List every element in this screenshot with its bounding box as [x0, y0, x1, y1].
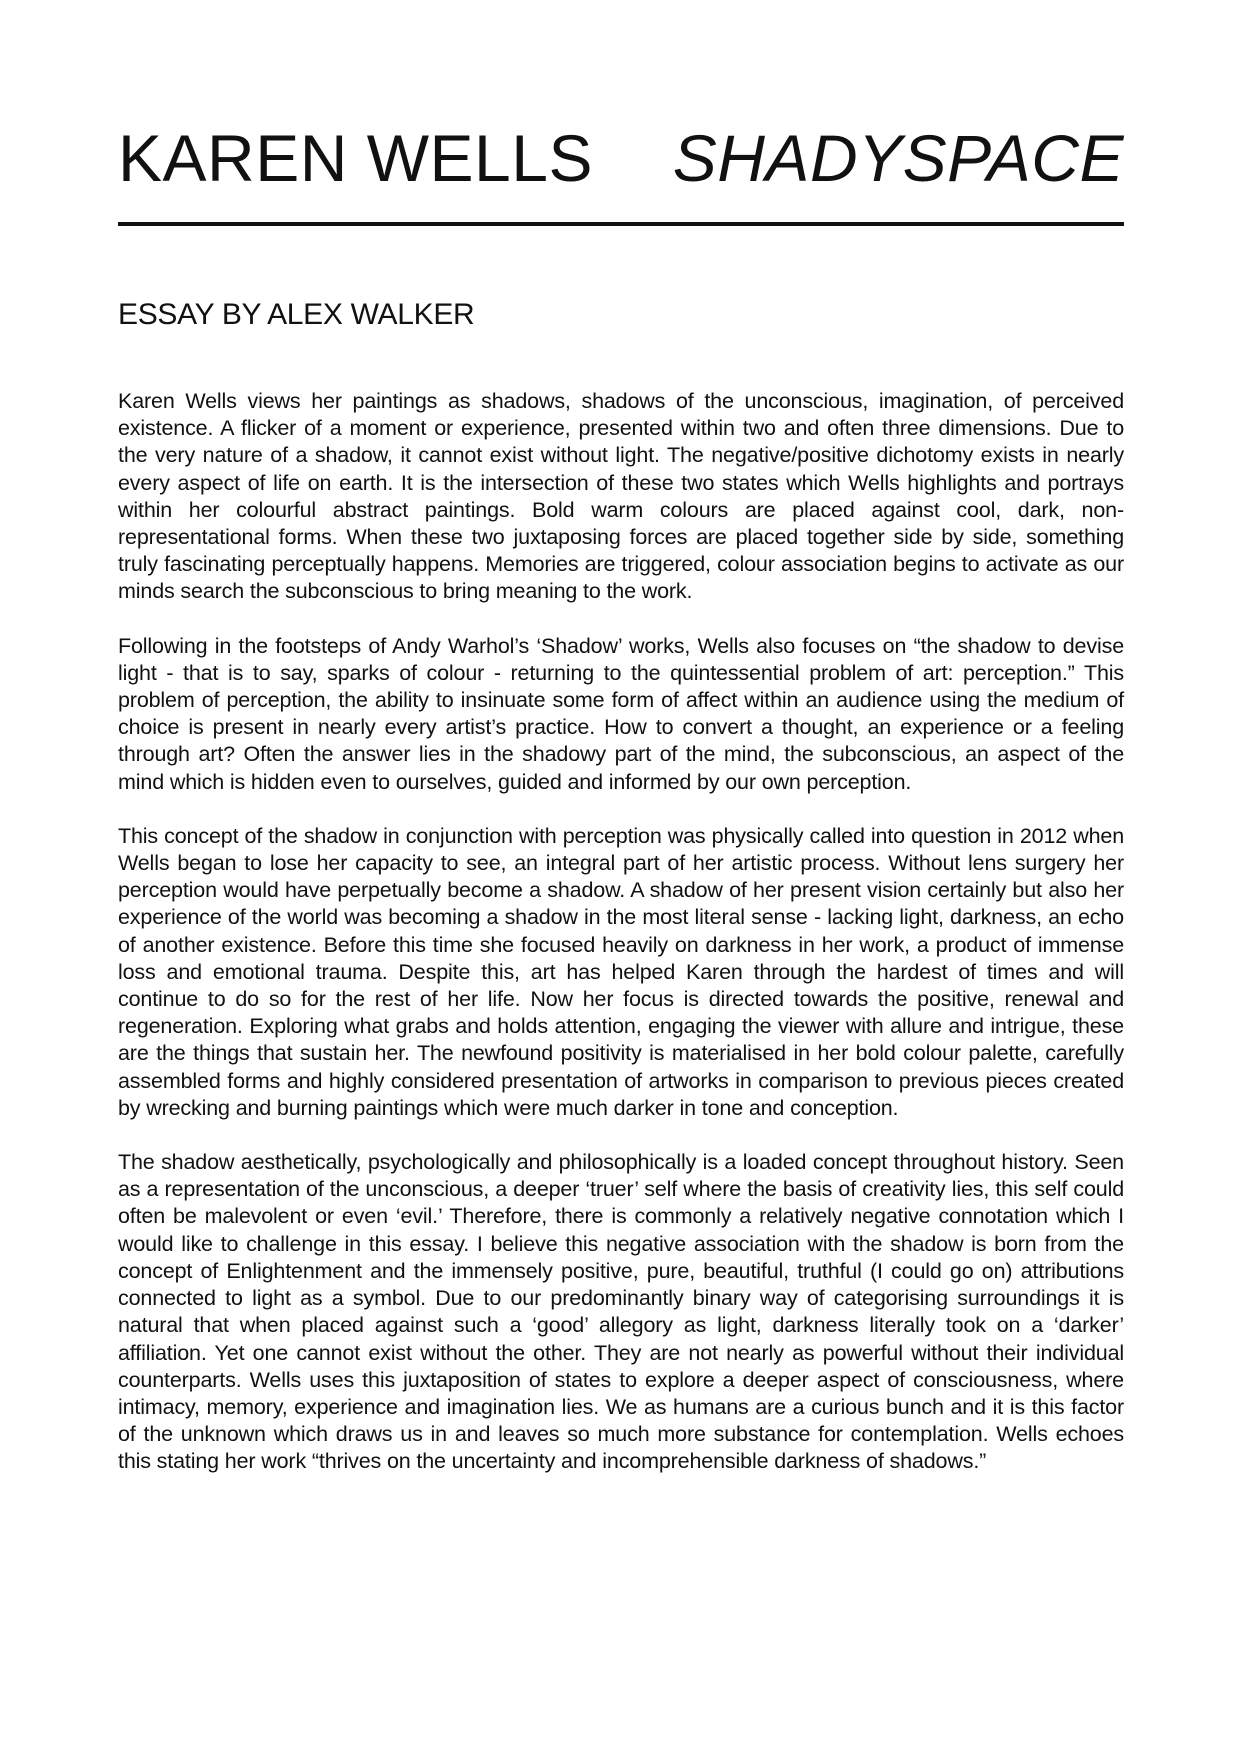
- essay-paragraph-3: This concept of the shadow in conjunction with perception was physically called into question in 2012 when Wells began to lose her capacity to see, an integral part of her artistic process. Without lens surgery her perception would have perpetually become a shadow. A shadow of her present vision certainly but also her experience of the world was becoming a shadow in the most literal sense - lacking light, darkness, an echo of another existence. Before this time she focused heavily on darkness in her work, a product of immense loss and emotional trauma. Despite this, art has helped Karen through the hardest of times and will continue to do so for the rest of her life. Now her focus is directed towards the positive, renewal and regeneration. Exploring what grabs and holds attention, engaging the viewer with allure and intrigue, these are the things that sustain her. The newfound positivity is materialised in her bold colour palette, carefully assembled forms and highly considered presentation of artworks in comparison to previous pieces created by wrecking and burning paintings which were much darker in tone and conception.: [118, 823, 1124, 1120]
- title-header: [118, 118, 1124, 198]
- title-divider: [118, 222, 1124, 226]
- essay-paragraph-1: Karen Wells views her paintings as shadows, shadows of the unconscious, imagination, of perceived existence. A flicker of a moment or experience, presented within two and often three dimensions. Due to the very nature of a shadow, it cannot exist without light. The negative/positive dichotomy exists in nearly every aspect of life on earth. It is the intersection of these two states which Wells highlights and portrays within her colourful abstract paintings. Bold warm colours are placed against cool, dark, non-representational forms. When these two juxtaposing forces are placed together side by side, something truly fascinating perceptually happens. Memories are triggered, colour association begins to activate as our minds search the subconscious to bring meaning to the work.: [118, 389, 1124, 604]
- artist-name: KAREN WELLS: [118, 121, 593, 195]
- essay-paragraph-2: Following in the footsteps of Andy Warhol’s ‘Shadow’ works, Wells also focuses on “the shadow to devise light - that is to say, sparks of colour - returning to the quintessential problem of art: perception.” This problem of perception, the ability to insinuate some form of affect within an audience using the medium of choice is present in nearly every artist’s practice. How to convert a thought, an experience or a feeling through art? Often the answer lies in the shadowy part of the mind, the subconscious, an aspect of the mind which is hidden even to ourselves, guided and informed by our own perception.: [118, 633, 1124, 794]
- exhibition-title: SHADYSPACE: [672, 121, 1124, 195]
- essay-byline: ESSAY BY ALEX WALKER: [118, 298, 475, 331]
- essay-body: [118, 388, 1124, 1503]
- essay-paragraph-4: The shadow aesthetically, psychologically and philosophically is a loaded concept throughout history. Seen as a representation of the unconscious, a deeper ‘truer’ self where the basis of creativity lies, this self could often be malevolent or even ‘evil.’ Therefore, there is commonly a relatively negative connotation which I would like to challenge in this essay. I believe this negative association with the shadow is born from the concept of Enlightenment and the immensely positive, pure, beautiful, truthful (I could go on) attributions connected to light as a symbol. Due to our predominantly binary way of categorising surroundings it is natural that when placed against such a ‘good’ allegory as light, darkness literally took on a ‘darker’ affiliation. Yet one cannot exist without the other. They are not nearly as powerful without their individual counterparts. Wells uses this juxtaposition of states to explore a deeper aspect of consciousness, where intimacy, memory, experience and imagination lies. We as humans are a curious bunch and it is this factor of the unknown which draws us in and leaves so much more substance for contemplation. Wells echoes this stating her work “thrives on the uncertainty and incomprehensible darkness of shadows.”: [118, 1150, 1124, 1474]
